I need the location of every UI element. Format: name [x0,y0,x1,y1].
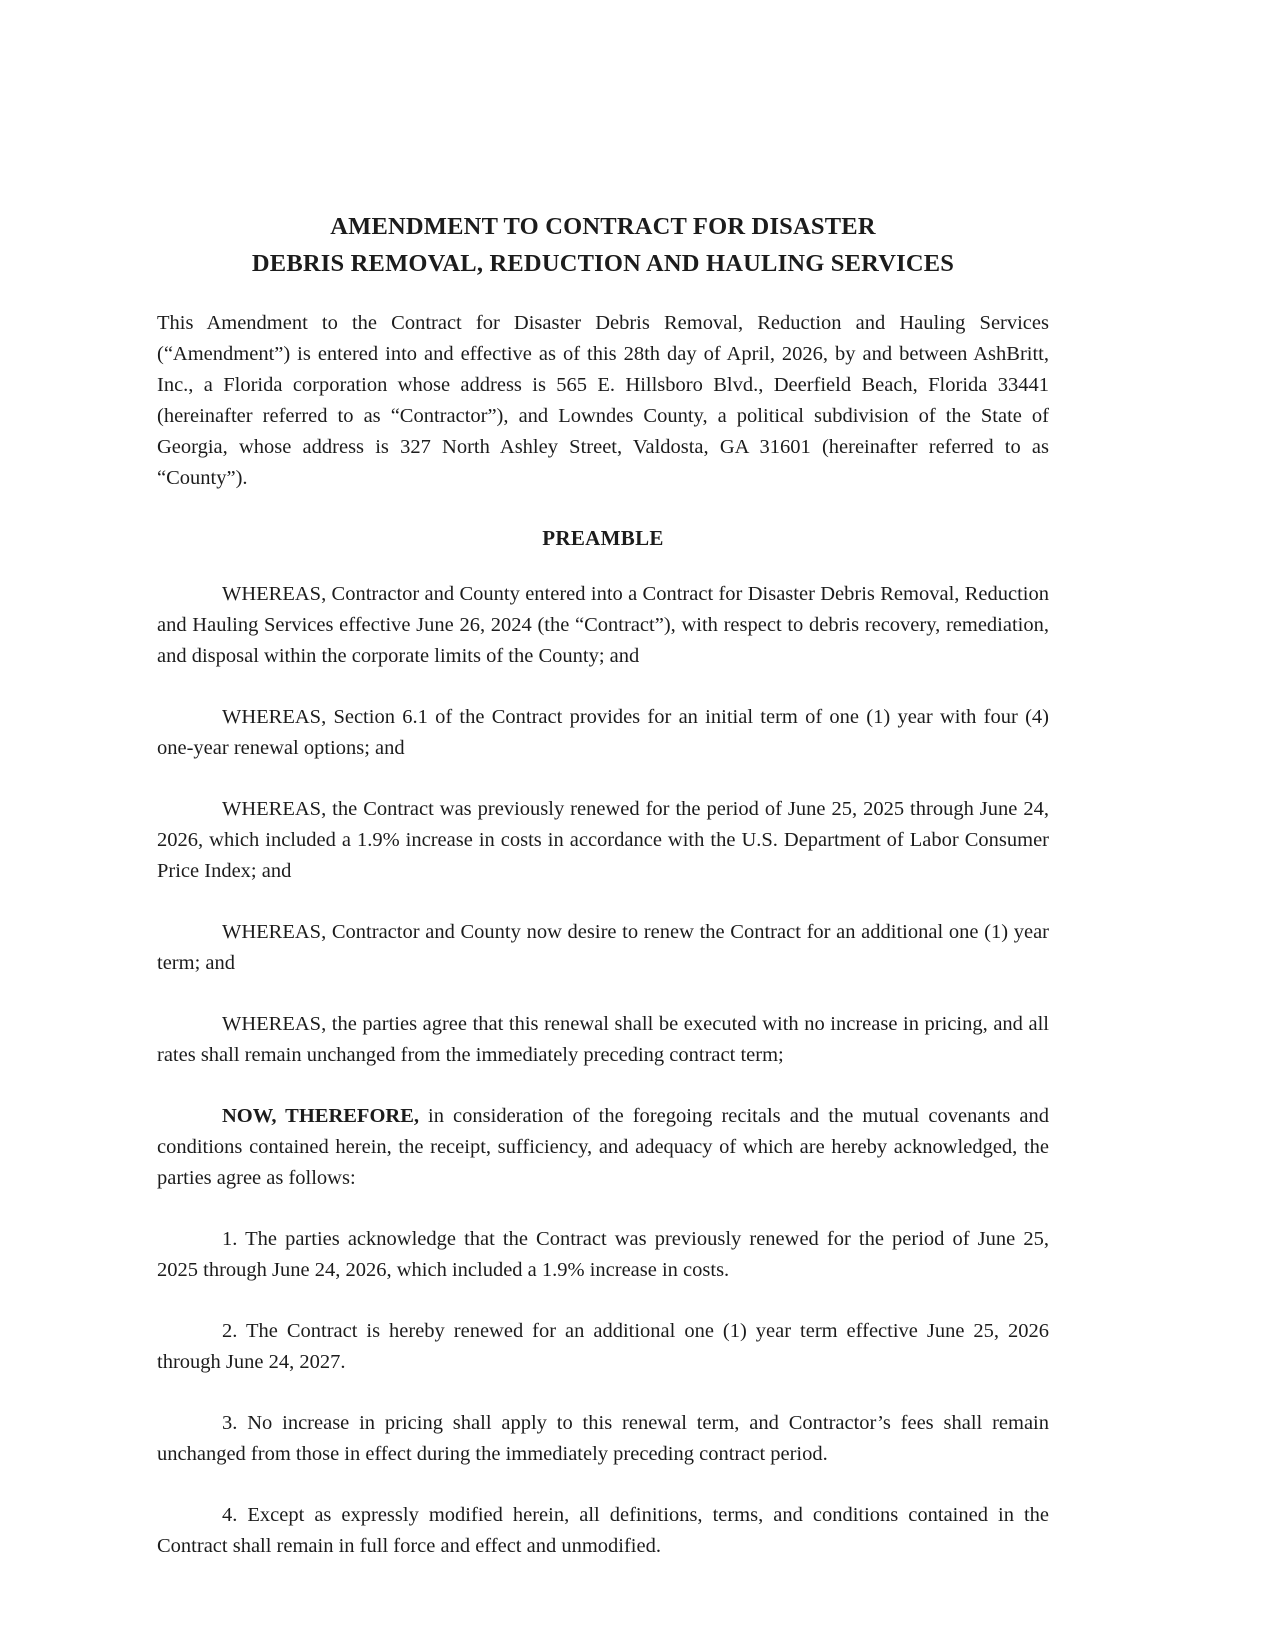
numbered-clause-4: 4. Except as expressly modified herein, all definitions, terms, and conditions contained in the Contract shall remain in full force and effect and unmodified. [157,1504,1049,1557]
numbered-clause-2: 2. The Contract is hereby renewed for an additional one (1) year term effective June 25, 2026 through June 24, 2027. [157,1320,1049,1373]
now-therefore-paragraph [157,1101,1049,1194]
document-title [157,208,1049,282]
now-therefore-lead: NOW, THEREFORE, [222,1105,420,1127]
preamble-heading: PREAMBLE [542,526,664,550]
whereas-clause-3: WHEREAS, the Contract was previously renewed for the period of June 25, 2025 through June 24, 2026, which included a 1.9% increase in costs in accordance with the U.S. Department of Labor Consumer Price Index; and [157,798,1049,882]
numbered-clause-1: 1. The parties acknowledge that the Contract was previously renewed for the period of June 25, 2025 through June 24, 2026, which included a 1.9% increase in costs. [157,1228,1049,1281]
numbered-clause-3: 3. No increase in pricing shall apply to this renewal term, and Contractor’s fees shall remain unchanged from those in effect during the immediately preceding contract period. [157,1412,1049,1465]
intro-paragraph: This Amendment to the Contract for Disaster Debris Removal, Reduction and Hauling Services (“Amendment”) is entered into and effective as of this 28th day of April, 2026, by and between AshBritt, Inc., a Florida corporation whose address is 565 E. Hillsboro Blvd., Deerfield Beach, Florida 33441 (hereinafter referred to as “Contractor”), and Lowndes County, a political subdivision of the State of Georgia, whose address is 327 North Ashley Street, Valdosta, GA 31601 (hereinafter referred to as “County”). [157,312,1049,489]
whereas-clause-5: WHEREAS, the parties agree that this renewal shall be executed with no increase in pricing, and all rates shall remain unchanged from the immediately preceding contract term; [157,1013,1049,1066]
document-title-line-1: AMENDMENT TO CONTRACT FOR DISASTER [330,213,876,240]
whereas-clause-4: WHEREAS, Contractor and County now desire to renew the Contract for an additional one (1) year term; and [157,921,1049,974]
whereas-clause-2: WHEREAS, Section 6.1 of the Contract provides for an initial term of one (1) year with four (4) one-year renewal options; and [157,706,1049,759]
whereas-clause-1: WHEREAS, Contractor and County entered into a Contract for Disaster Debris Removal, Reduction and Hauling Services effective June 26, 2024 (the “Contract”), with respect to debris recovery, remediation, and disposal within the corporate limits of the County; and [157,583,1049,667]
document-title-line-2: DEBRIS REMOVAL, REDUCTION AND HAULING SERVICES [251,250,955,277]
now-therefore-body: in consideration of the foregoing recitals and the mutual covenants and conditions contained herein, the receipt, sufficiency, and adequacy of which are hereby acknowledged, the parties agree as follows: [157,1105,1049,1189]
document-content [157,208,1049,1562]
